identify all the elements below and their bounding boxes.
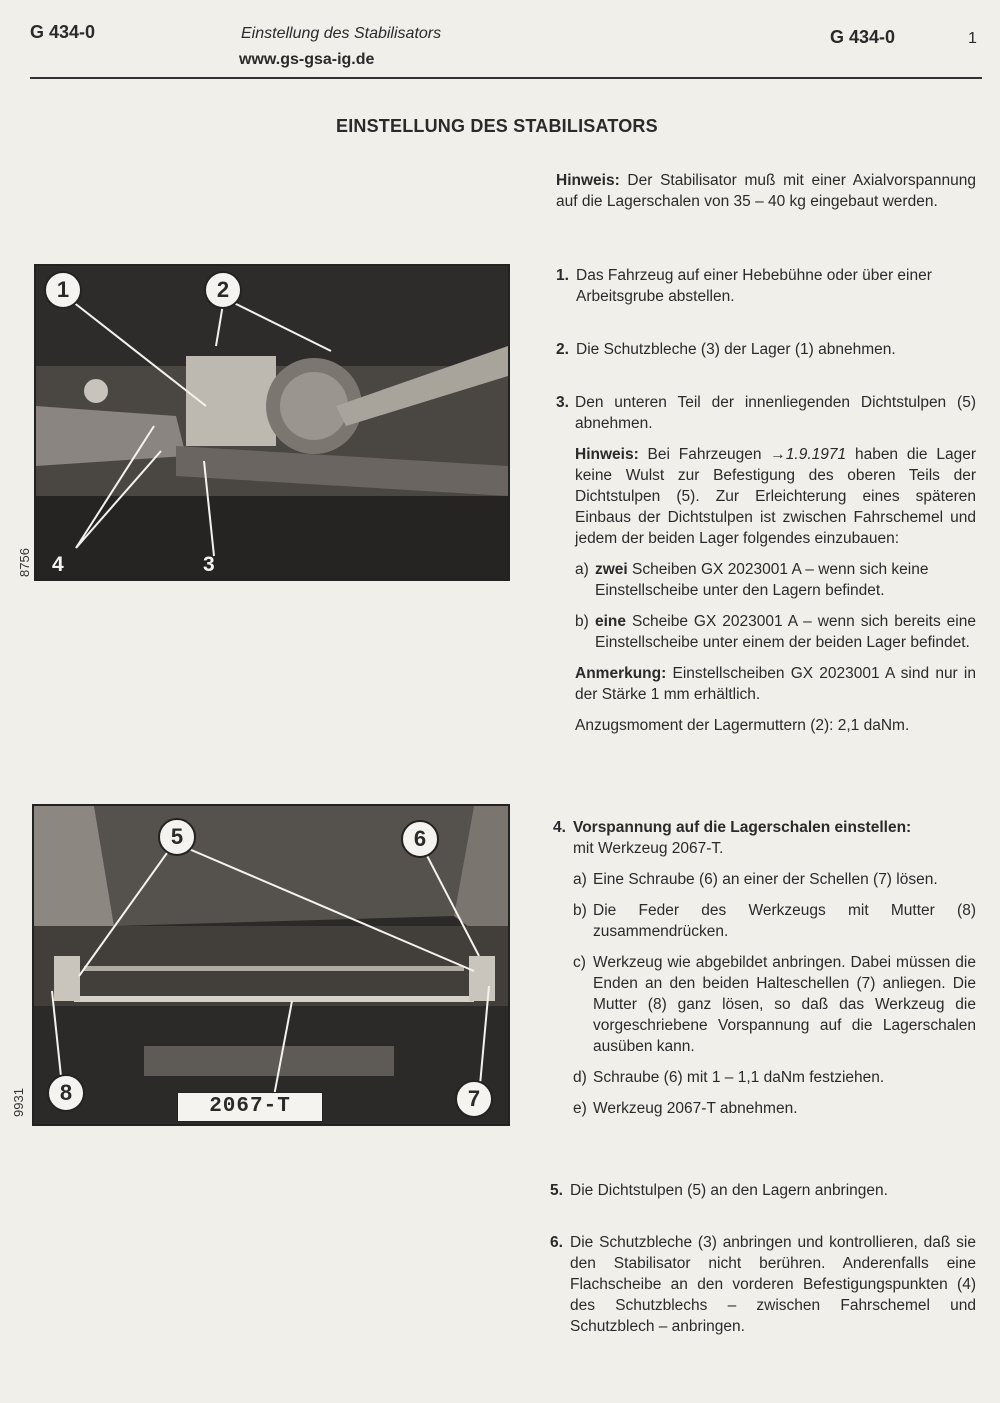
figure-2-photo (32, 804, 510, 1126)
callout-4: 4 (52, 553, 64, 576)
step-2-number: 2. (556, 341, 569, 358)
step-6 (550, 1232, 976, 1337)
step-4-item-c-label: c) (573, 954, 586, 971)
callout-8: 8 (47, 1074, 85, 1112)
step-1-number: 1. (556, 267, 569, 284)
step-2 (556, 339, 976, 360)
step-5-text: Die Dichtstulpen (5) an den Lagern anbringen. (570, 1182, 888, 1199)
step-4-number: 4. (553, 819, 566, 836)
step-4-item-a-label: a) (573, 871, 587, 888)
intro-label: Hinweis: (556, 172, 620, 189)
header-title: Einstellung des Stabilisators (241, 25, 442, 42)
step-3-remark-label: Anmerkung: (575, 665, 667, 682)
page-title: EINSTELLUNG DES STABILISATORS (336, 116, 658, 136)
step-3-remark (575, 663, 976, 705)
step-4-item-e-text: Werkzeug 2067-T abnehmen. (593, 1100, 798, 1117)
step-1-text: Das Fahrzeug auf einer Hebebühne oder über einer Arbeitsgrube abstellen. (576, 267, 932, 305)
step-3 (556, 392, 976, 736)
callout-6: 6 (401, 820, 439, 858)
step-3-item-a-label: a) (575, 561, 589, 578)
step-4-item-e-label: e) (573, 1100, 587, 1117)
step-6-text: Die Schutzbleche (3) anbringen und kontrollieren, daß sie den Stabilisator nicht berühren. Anderenfalls eine Flachscheibe an den vorderen Befestigungspunkten (4) des Schutzblechs – zwischen Fahrschemel und Schutzblech – anbringen. (570, 1234, 976, 1335)
callout-5: 5 (158, 818, 196, 856)
step-4-item-b (573, 900, 976, 942)
figure-1-photo (34, 264, 510, 581)
step-3-torque: Anzugsmoment der Lagermuttern (2): 2,1 daNm. (575, 717, 910, 734)
intro-note (556, 170, 976, 212)
callout-3: 3 (203, 553, 215, 576)
step-4-item-d-text: Schraube (6) mit 1 – 1,1 daNm festziehen. (593, 1069, 885, 1086)
step-3-note-pre: Bei Fahrzeugen (647, 446, 762, 463)
step-3-remark-text: Einstellscheiben GX 2023001 A sind nur in der Stärke 1 mm erhältlich. (575, 665, 976, 703)
step-3-item-a-bold: zwei (595, 561, 628, 578)
doc-code-left: G 434-0 (30, 22, 96, 42)
page-number: 1 (968, 30, 977, 47)
step-4-item-a (573, 869, 976, 890)
step-3-item-b-body: Scheibe GX 2023001 A – wenn sich bereits eine Einstellscheibe unter einem der beiden Lager befindet. (595, 613, 976, 651)
step-3-item-a-body: Scheiben GX 2023001 A – wenn sich keine Einstellscheibe unter den Lagern befindet. (595, 561, 929, 599)
step-4-item-b-text: Die Feder des Werkzeugs mit Mutter (8) zusammendrücken. (593, 902, 976, 940)
step-1 (556, 265, 976, 307)
step-4-sub: mit Werkzeug 2067-T. (573, 840, 724, 857)
header-url[interactable]: www.gs-gsa-ig.de (239, 51, 375, 68)
figure-1-number: 8756 (17, 548, 32, 577)
step-3-item-b-bold: eine (595, 613, 627, 630)
header-rule (30, 77, 982, 79)
callout-7: 7 (455, 1080, 493, 1118)
step-4-title: Vorspannung auf die Lagerschalen einstellen: (573, 819, 912, 836)
step-3-note-label: Hinweis: (575, 446, 639, 463)
callout-1: 1 (44, 271, 82, 309)
step-3-item-b-label: b) (575, 613, 589, 630)
step-4-item-e (573, 1098, 976, 1119)
intro-text: Der Stabilisator muß mit einer Axialvorspannung auf die Lagerschalen von 35 – 40 kg eingebaut werden. (556, 172, 976, 210)
step-4-item-c (573, 952, 976, 1057)
step-6-number: 6. (550, 1234, 563, 1251)
step-3-item-b-text (595, 611, 976, 653)
step-3-item-a (575, 559, 976, 601)
step-3-note-date: →1.9.1971 (770, 446, 847, 463)
step-5-number: 5. (550, 1182, 563, 1199)
step-3-note (575, 444, 976, 549)
step-3-text: Den unteren Teil der innenliegenden Dichtstulpen (5) abnehmen. (575, 394, 976, 432)
step-4 (553, 817, 976, 1119)
step-3-item-b (575, 611, 976, 653)
callout-2: 2 (204, 271, 242, 309)
step-3-note-post: haben die Lager keine Wulst zur Befestigung des oberen Teils der Dichtstulpen (5). Zur Erleichterung eines späteren Einbaus der Dichtstulpen ist zwischen Fahrschemel und jedem der beiden Lager folgendes einzubauen: (575, 446, 976, 547)
step-4-item-b-label: b) (573, 902, 587, 919)
step-4-item-c-text: Werkzeug wie abgebildet anbringen. Dabei müssen die Enden an den beiden Halteschellen (7) anliegen. Die Mutter (8) ganz lösen, so daß das Werkzeug die vorgeschriebene Vorspannung auf die Lagerschalen ausüben kann. (593, 954, 976, 1055)
step-3-number: 3. (556, 394, 569, 411)
figure-2-number: 9931 (11, 1088, 26, 1117)
tool-label: 2067-T (177, 1092, 323, 1122)
step-4-item-d-label: d) (573, 1069, 587, 1086)
step-2-text: Die Schutzbleche (3) der Lager (1) abnehmen. (576, 341, 896, 358)
step-5 (550, 1180, 976, 1201)
step-4-item-d (573, 1067, 976, 1088)
step-4-item-a-text: Eine Schraube (6) an einer der Schellen (7) lösen. (593, 871, 938, 888)
step-3-item-a-text (595, 559, 976, 601)
doc-code-right: G 434-0 (830, 27, 896, 47)
